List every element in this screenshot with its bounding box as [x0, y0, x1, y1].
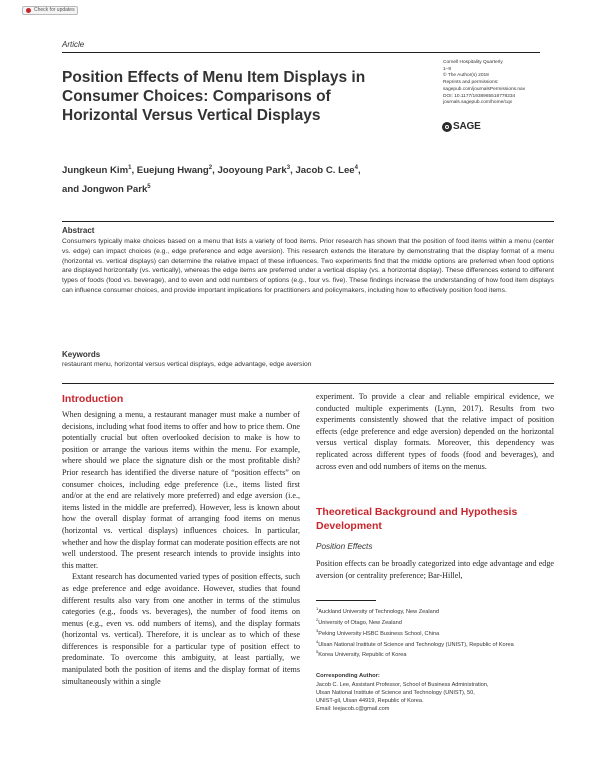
- author-affiliation-marker: 2: [208, 165, 213, 171]
- corresponding-author-line: Jacob C. Lee, Assistant Professor, School of Business Administration,: [316, 682, 489, 688]
- introduction-body-continued: [316, 391, 554, 472]
- journal-info-line[interactable]: DOI: 10.1177/1938965518778234: [443, 93, 516, 99]
- journal-info-line: Cornell Hospitality Quarterly: [443, 60, 503, 65]
- journal-info-line: © The Author(s) 2018: [443, 73, 489, 79]
- check-updates-badge[interactable]: [22, 6, 78, 15]
- sage-logo: [442, 122, 481, 132]
- footnote-divider: [316, 600, 376, 601]
- keywords-divider: [62, 383, 554, 384]
- body-paragraph: Extant research has documented varied types of position effects, such as edge preference and edge avoidance. However, studies that found different results also vary from one another in terms of the stimulus categories (e.g., foods vs. beverages), the number of food items on menus (e.g., even vs. odd numbers of items), and the display formats (horizontal vs. vertical). Therefore, it is unclear as to which of these differences is responsible for a particular type of position effect to predominate. To overcome this ambiguity, at least partially, we manipulated both the position of items and the display format of items simultaneously within a single: [62, 572, 300, 686]
- author-affiliation-marker: 3: [286, 165, 291, 171]
- body-paragraph: When designing a menu, a restaurant manager must make a number of decisions, including what food items to offer and how to price them. One potentially crucial but often overlooked decision to make is how to position or arrange the various items within the menu. For example, where should we place the signature dish or the most profitable dish? Prior research has identified the diverse nature of “position effects” on consumer choices, including edge preference (i.e., items listed first and/or at the end are relatively more preferred) and edge aversion (i.e., items listed in the middle are preferred). However, less is known about how the overall display format of arranging food items on menus (horizontal vs. vertical displays) influences choices. In particular, whether and how the display format can moderate position effects are not well understood. The present research intends to provide insights into this matter.: [62, 410, 300, 570]
- affiliation-item: $^2$University of Otago, New Zealand: [316, 616, 402, 626]
- author-name: Jooyoung Park: [217, 165, 287, 177]
- position-effects-subheading: Position Effects: [316, 542, 373, 551]
- header-divider: [62, 52, 540, 53]
- check-updates-icon: [26, 8, 31, 13]
- affiliation-list: [316, 605, 554, 659]
- author-affiliation-marker: 5: [147, 184, 151, 191]
- author-affiliation-marker: 4: [354, 165, 358, 171]
- author-name: Jacob C. Lee: [295, 165, 355, 177]
- body-paragraph: experiment. To provide a clear and reliable empirical evidence, we conducted multiple experiments (Lynn, 2017). Results from two experiments consistently showed that the relative impact of position effects (edge preference and edge aversion) depended on the horizontal versus vertical display formats. Moreover, this dependency was replicated across different types of foods (food and beverages), and across even and odd numbers of items on the menus.: [316, 392, 554, 471]
- author-name: and Jongwon Park: [62, 184, 148, 196]
- body-paragraph: Position effects can be broadly categorized into edge advantage and edge aversion (or centrality preference; Bar-Hillel,: [316, 559, 554, 580]
- affiliation-item: $^1$Auckland University of Technology, New Zealand: [316, 606, 439, 615]
- journal-info-line: 1–9: [443, 66, 452, 72]
- keywords-text: restaurant menu, horizontal versus vertical displays, edge advantage, edge aversion: [62, 361, 312, 368]
- journal-info-line[interactable]: sagepub.com/journalsPermissions.nav: [443, 86, 526, 92]
- affiliation-item: $^3$Peking University HSBC Business School, China: [316, 627, 440, 637]
- abstract-text: Consumers typically make choices based on a menu that lists a variety of food items. Prior research has shown that the position of food items within a menu (center vs. edge) can impact choices (e.g., edge preference and edge aversion). This research extends the literature by demonstrating that the display format of a menu (horizontal vs. vertical displays) can determine the relative impact of these influences. Two experiments find that the middle options are preferred when food options are displayed horizontally (vs. vertically), whereas the edge items are preferred under a vertical display (vs. a horizontal display). These differences extend to different types of foods (food vs. beverage), and to even and odd numbers of options (e.g., four vs. five). These findings increase the understanding of how food item displays can influence consumer choices, and provide important implications for practitioners and policymakers, including how to effectively position food items.: [62, 238, 554, 294]
- author-name: Jungkeun Kim: [62, 165, 129, 177]
- article-type-label: Article: [62, 40, 85, 49]
- corresponding-author-email[interactable]: Email: leejacob.c@gmail.com: [316, 706, 390, 712]
- corresponding-author-details: [316, 681, 554, 713]
- check-updates-label: Check for updates: [34, 7, 75, 13]
- affiliation-item: $^5$Korea University, Republic of Korea: [316, 649, 407, 659]
- sage-logo-text: SAGE: [453, 121, 481, 132]
- position-effects-body: [316, 558, 554, 581]
- corresponding-author-heading: Corresponding Author:: [316, 673, 380, 679]
- journal-info-line[interactable]: journals.sagepub.com/home/cqx: [443, 100, 513, 106]
- sage-logo-icon: [442, 122, 452, 132]
- author-name: Euejung Hwang: [136, 165, 209, 177]
- introduction-body: [62, 409, 300, 687]
- corresponding-author-line: UNIST-gil, Ulsan 44919, Republic of Korea.: [316, 698, 424, 704]
- journal-info: [443, 60, 553, 107]
- author-list: Jungkeun Kim$^1$, Euejung Hwang$^2$, Jooyoung Park$^3$, Jacob C. Lee$^4$, and Jongwon Park$^5$: [62, 165, 361, 196]
- corresponding-author-line: Ulsan National Institute of Science and Technology (UNIST), 50,: [316, 690, 475, 696]
- abstract-heading: Abstract: [62, 226, 95, 235]
- paper-title: Position Effects of Menu Item Displays in Consumer Choices: Comparisons of Horizontal Versus Vertical Displays: [62, 69, 366, 124]
- abstract-divider: [62, 221, 554, 222]
- author-affiliation-marker: 1: [128, 165, 132, 171]
- theory-heading: Theoretical Background and Hypothesis Development: [316, 506, 518, 532]
- introduction-heading: Introduction: [62, 393, 124, 405]
- journal-info-line: Reprints and permissions:: [443, 80, 499, 86]
- affiliation-item: $^4$Ulsan National Institute of Science and Technology (UNIST), Republic of Korea: [316, 638, 514, 648]
- keywords-heading: Keywords: [62, 350, 101, 359]
